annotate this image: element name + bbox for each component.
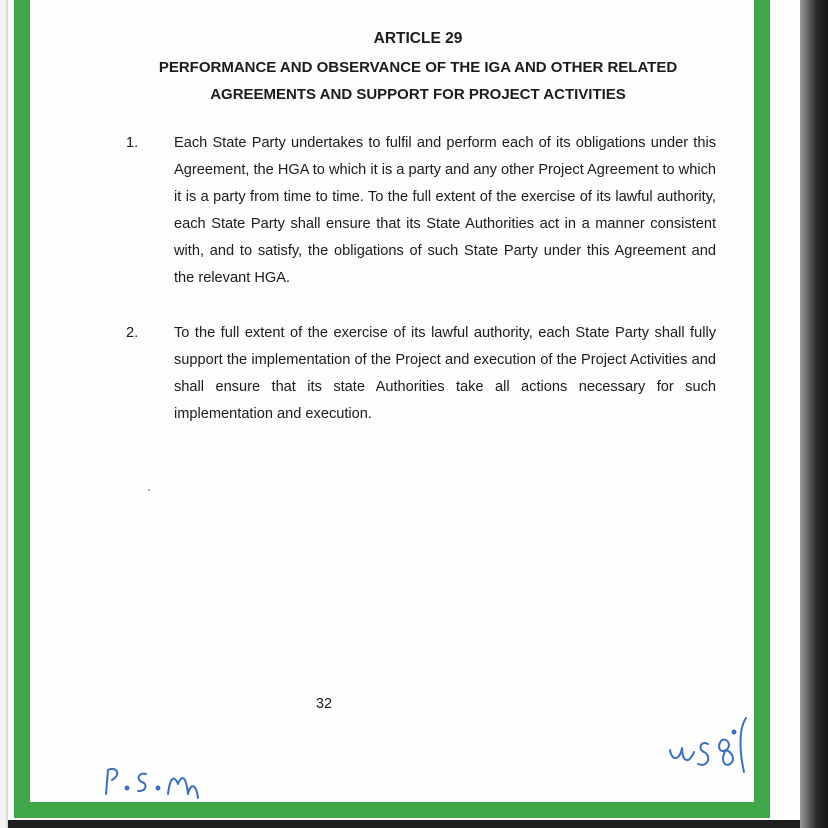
document-page bbox=[8, 0, 800, 820]
clause-1 bbox=[126, 130, 716, 292]
page-border-bottom bbox=[14, 802, 770, 818]
article-heading-line-1: PERFORMANCE AND OBSERVANCE OF THE IGA AND OTHER RELATED bbox=[158, 59, 678, 76]
handwritten-initials-left bbox=[100, 764, 210, 804]
clause-number: 2. bbox=[126, 325, 139, 341]
article-heading bbox=[108, 54, 728, 108]
scan-speck bbox=[148, 489, 150, 491]
article-heading-line-2: AGREEMENTS AND SUPPORT FOR PROJECT ACTIVITIES bbox=[210, 86, 626, 103]
scan-right-shadow bbox=[800, 0, 828, 828]
article-title: ARTICLE 29 bbox=[373, 30, 463, 47]
clause-text: To the full extent of the exercise of its lawful authority, each State Party shall fully support the implementation of the Project and execution of the Project Activities and shall ensure that its state Authorities take all actions necessary for such implementation and execution. bbox=[174, 325, 716, 422]
scan-left-edge bbox=[0, 0, 8, 828]
page-border-right bbox=[754, 0, 770, 818]
handwritten-initials-right bbox=[664, 714, 756, 778]
clause-number: 1. bbox=[126, 135, 139, 151]
clause-2 bbox=[126, 320, 716, 428]
clause-text: Each State Party undertakes to fulfil and perform each of its obligations under this Agreement, the HGA to which it is a party and any other Project Agreement to which it is a party from time to time. To the full extent of the exercise of its lawful authority, each State Party shall ensure that its State Authorities act in a manner consistent with, and to satisfy, the obligations of such State Party under this Agreement and the relevant HGA. bbox=[174, 135, 716, 286]
page-number: 32 bbox=[315, 696, 333, 712]
